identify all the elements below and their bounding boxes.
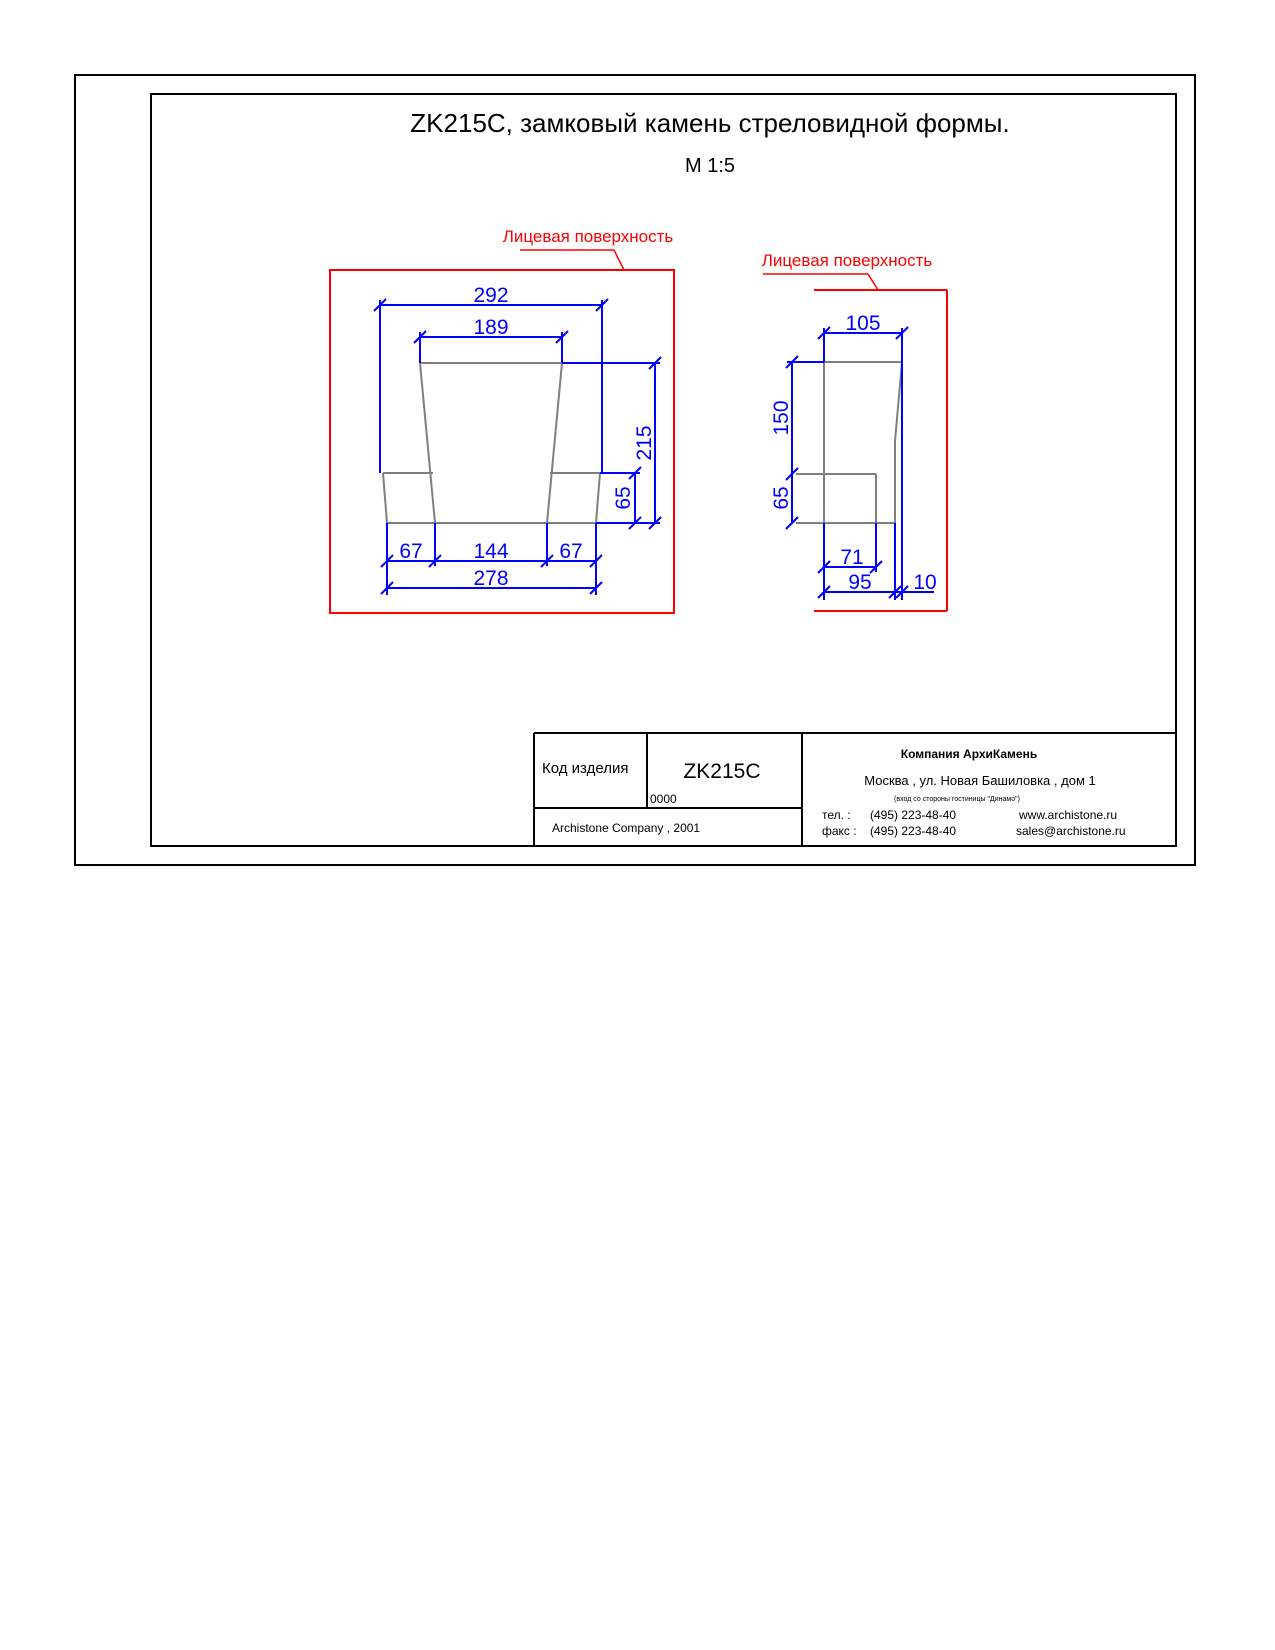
dim-side-height-lower: 65 bbox=[770, 486, 793, 510]
dim-bottom-mid: 144 bbox=[473, 540, 509, 563]
address-note: (вход со стороны гостиницы "Динамо") bbox=[894, 796, 1020, 803]
dim-height-base: 65 bbox=[612, 486, 635, 510]
copyright: Archistone Company , 2001 bbox=[552, 821, 701, 835]
dim-bottom-right: 67 bbox=[559, 540, 583, 563]
dim-side-top-width: 105 bbox=[845, 312, 881, 335]
dim-side-offset: 10 bbox=[913, 571, 937, 594]
side-geometry bbox=[796, 362, 902, 523]
fax-label: факс : bbox=[822, 824, 857, 838]
dim-side-inner-width: 71 bbox=[840, 546, 864, 569]
front-dimension-texts bbox=[399, 284, 656, 590]
tel-number: (495) 223-48-40 bbox=[870, 808, 957, 822]
dim-bottom-total: 278 bbox=[473, 567, 509, 590]
company-address: Москва , ул. Новая Башиловка , дом 1 bbox=[864, 773, 1096, 788]
front-face-label: Лицевая поверхность bbox=[502, 227, 674, 246]
drawing-scale: М 1:5 bbox=[684, 155, 736, 177]
drawing-number: 0000 bbox=[650, 792, 677, 806]
dim-side-height-upper: 150 bbox=[770, 400, 793, 436]
front-geometry bbox=[383, 363, 600, 523]
front-face-leader-tail bbox=[614, 250, 624, 270]
dim-top-inner: 189 bbox=[473, 316, 509, 339]
dim-side-bottom-width: 95 bbox=[848, 571, 872, 594]
side-view bbox=[762, 251, 947, 611]
email: sales@archistone.ru bbox=[1016, 824, 1126, 838]
dim-height-total: 215 bbox=[633, 425, 656, 461]
side-dimension-texts bbox=[770, 312, 937, 594]
code-label: Код изделия bbox=[542, 760, 629, 777]
drawing-title: ZK215C, замковый камень стреловидной формы. bbox=[410, 108, 1010, 138]
dim-top-outer: 292 bbox=[473, 284, 509, 307]
company-name: Компания АрхиКамень bbox=[900, 747, 1038, 761]
tel-label: тел. : bbox=[822, 808, 851, 822]
fax-number: (495) 223-48-40 bbox=[870, 824, 957, 838]
side-face-label: Лицевая поверхность bbox=[761, 251, 933, 270]
website: www.archistone.ru bbox=[1019, 808, 1118, 822]
code-value: ZK215C bbox=[683, 760, 761, 783]
dim-bottom-left: 67 bbox=[399, 540, 423, 563]
front-view bbox=[330, 227, 674, 613]
title-block bbox=[542, 747, 1126, 838]
